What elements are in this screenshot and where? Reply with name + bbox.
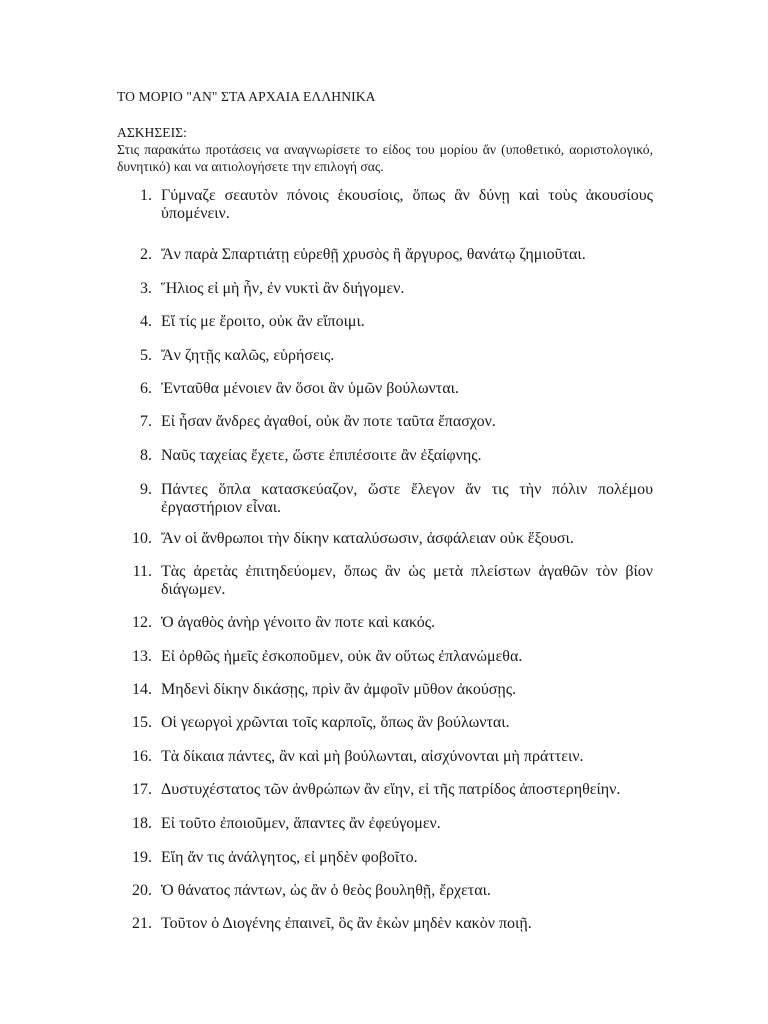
exercise-text: Ἄν οἱ ἄνθρωποι τὴν δίκην καταλύσωσιν, ἀσφάλειαν οὐκ ἕξουσι. bbox=[161, 530, 574, 547]
exercise-number: 6. bbox=[140, 380, 152, 397]
instructions-paragraph: Στις παρακάτω προτάσεις να αναγνωρίσετε το είδος του μορίου ἄν (υποθετικό, αοριστολογικό, δυνητικό) και να αιτιολογήσετε την επιλογή σας. bbox=[117, 142, 653, 174]
exercise-text: Εἴη ἄν τις ἀνάλγητος, εἰ μηδὲν φοβοῖτο. bbox=[161, 849, 418, 866]
exercise-text: Ὁ ἀγαθὸς ἀνὴρ γένοιτο ἂν ποτε καὶ κακός. bbox=[161, 614, 436, 631]
section-heading: ΑΣΚΗΣΕΙΣ: bbox=[117, 125, 187, 140]
exercise-number: 13. bbox=[132, 648, 152, 665]
exercise-number: 5. bbox=[140, 347, 152, 364]
exercise-text: Ἐνταῦθα μένοιεν ἂν ὅσοι ἂν ὑμῶν βούλωνται. bbox=[161, 380, 459, 397]
exercise-text: Πάντες ὅπλα κατασκεύαζον, ὥστε ἔλεγον ἄν τις τὴν πόλιν πολέμου ἐργαστήριον εἶναι. bbox=[161, 481, 653, 516]
exercise-text: Γύμναζε σεαυτὸν πόνοις ἑκουσίοις, ὅπως ἂν δύνῃ καὶ τοὺς ἀκουσίους ὑπομένειν. bbox=[161, 187, 653, 222]
exercise-number: 10. bbox=[132, 530, 152, 547]
exercise-number: 12. bbox=[132, 614, 152, 631]
exercise-text: Οἱ γεωργοὶ χρῶνται τοῖς καρποῖς, ὅπως ἂν βούλωνται. bbox=[161, 714, 510, 731]
exercise-number: 2. bbox=[140, 246, 152, 263]
exercise-number: 17. bbox=[132, 781, 152, 798]
exercise-number: 1. bbox=[140, 187, 152, 204]
exercise-text: Εἰ τοῦτο ἐποιοῦμεν, ἅπαντες ἂν ἐφεύγομεν. bbox=[161, 815, 441, 832]
exercise-number: 4. bbox=[140, 313, 152, 330]
exercise-text: Δυστυχέστατος τῶν ἀνθρώπων ἂν εἴην, εἰ τῆς πατρίδος ἀποστερηθείην. bbox=[161, 781, 621, 798]
exercise-number: 9. bbox=[140, 481, 152, 498]
exercise-text: Ὁ θάνατος πάντων, ὡς ἂν ὁ θεὸς βουληθῇ, ἔρχεται. bbox=[161, 882, 491, 899]
exercise-text: Τὰ δίκαια πάντες, ἂν καὶ μὴ βούλωνται, αἰσχύνονται μὴ πράττειν. bbox=[161, 748, 584, 765]
document-title: ΤΟ ΜΟΡΙΟ "ΑΝ" ΣΤΑ ΑΡΧΑΙΑ ΕΛΛΗΝΙΚΑ bbox=[117, 89, 376, 104]
exercise-text: Ἥλιος εἰ μὴ ἦν, ἐν νυκτὶ ἂν διήγομεν. bbox=[161, 280, 405, 297]
exercise-text: Τοῦτον ὁ Διογένης ἐπαινεῖ, ὃς ἂν ἑκὼν μηδὲν κακὸν ποιῇ. bbox=[161, 915, 532, 932]
exercise-text: Εἴ τίς με ἔροιτο, οὐκ ἂν εἴποιμι. bbox=[161, 313, 365, 330]
exercise-number: 18. bbox=[132, 815, 152, 832]
exercise-number: 8. bbox=[140, 447, 152, 464]
exercise-number: 21. bbox=[132, 915, 152, 932]
exercise-number: 7. bbox=[140, 413, 152, 430]
exercise-text: Ἄν ζητῇς καλῶς, εὑρήσεις. bbox=[161, 347, 335, 364]
exercise-number: 15. bbox=[132, 714, 152, 731]
exercise-text: Ναῦς ταχείας ἔχετε, ὥστε ἐπιπέσοιτε ἂν ἐξαίφνης. bbox=[161, 447, 482, 464]
exercise-text: Ἄν παρὰ Σπαρτιάτῃ εὑρεθῇ χρυσὸς ἢ ἄργυρος, θανάτῳ ζημιοῦται. bbox=[161, 246, 586, 263]
document-page bbox=[117, 88, 653, 175]
exercise-number: 20. bbox=[132, 882, 152, 899]
exercise-text: Εἰ ὀρθῶς ἡμεῖς ἐσκοποῦμεν, οὐκ ἂν οὕτως ἐπλανώμεθα. bbox=[161, 648, 523, 665]
exercise-number: 11. bbox=[132, 563, 152, 580]
exercise-text: Μηδενὶ δίκην δικάσῃς, πρὶν ἂν ἀμφοῖν μῦθον ἀκούσῃς. bbox=[161, 681, 517, 698]
exercise-number: 3. bbox=[140, 280, 152, 297]
exercise-number: 14. bbox=[132, 681, 152, 698]
exercise-text: Τὰς ἀρετὰς ἐπιτηδεύομεν, ὅπως ἂν ὡς μετὰ πλείστων ἀγαθῶν τὸν βίον διάγωμεν. bbox=[161, 563, 653, 598]
exercise-number: 19. bbox=[132, 849, 152, 866]
exercise-number: 16. bbox=[132, 748, 152, 765]
exercise-text: Εἰ ἦσαν ἄνδρες ἀγαθοί, οὐκ ἂν ποτε ταῦτα ἔπασχον. bbox=[161, 413, 496, 430]
